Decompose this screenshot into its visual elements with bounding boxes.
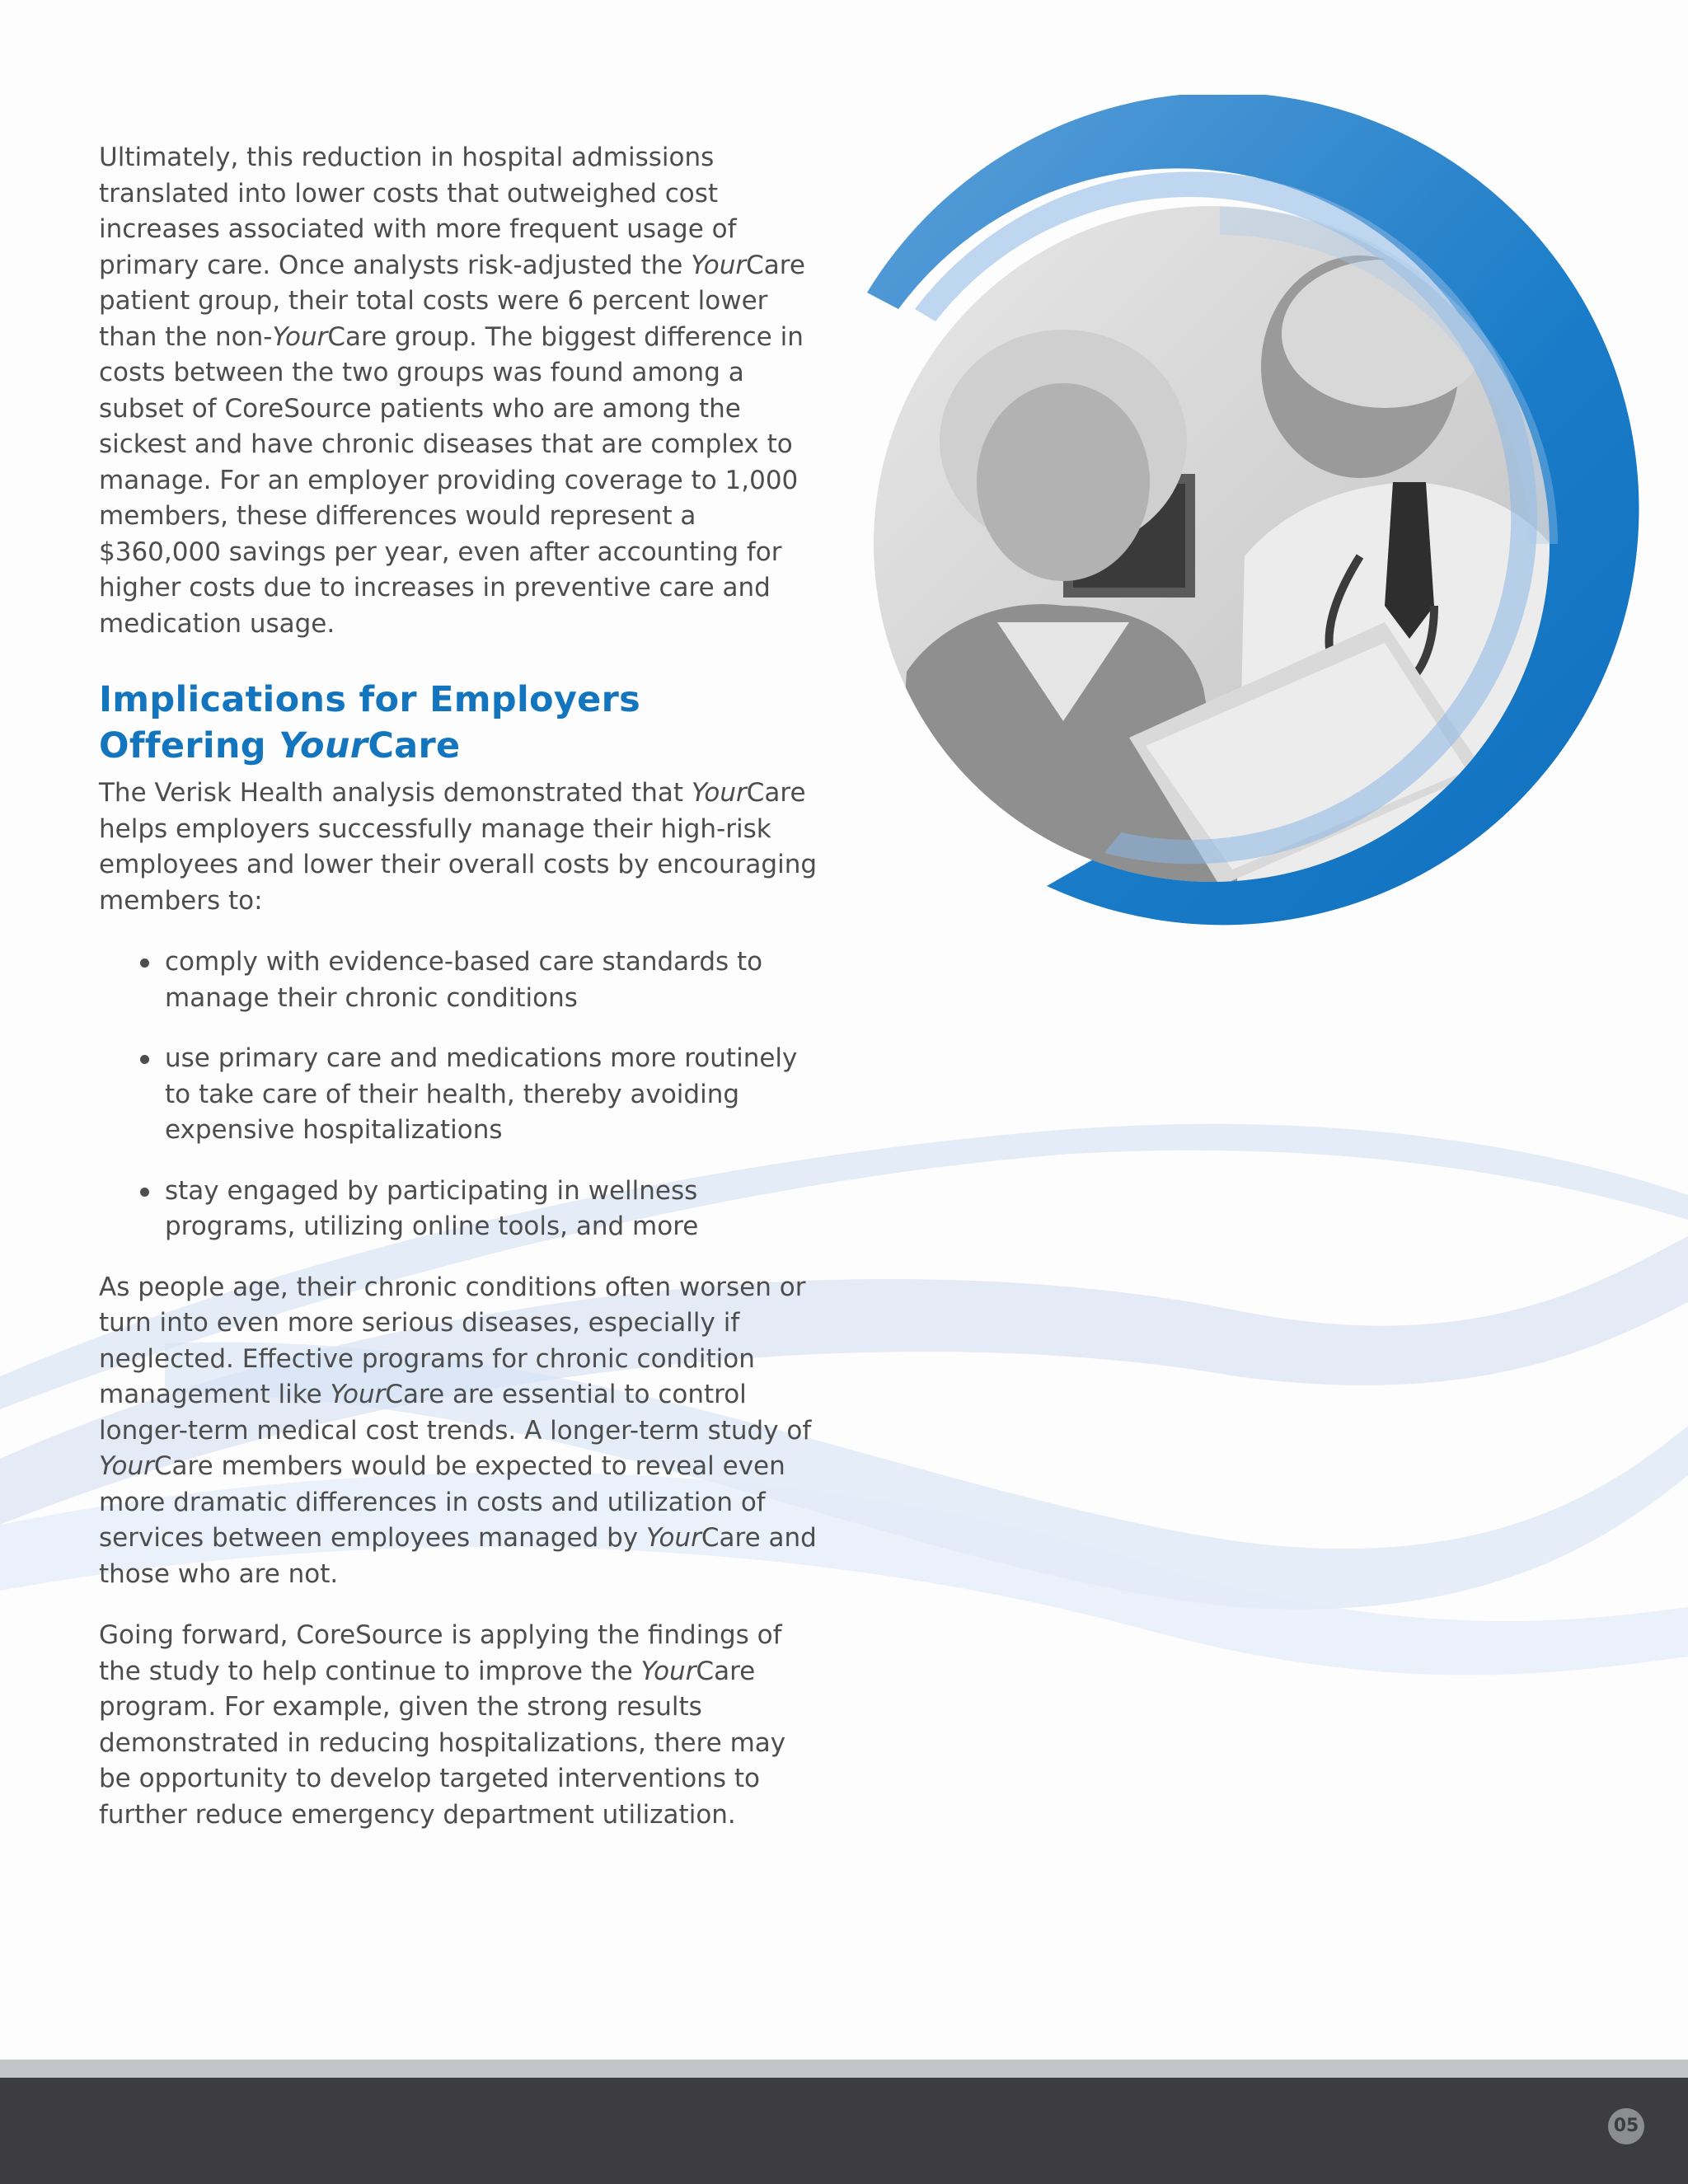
analysis-paragraph: The Verisk Health analysis demonstrated that YourCare helps employers successfully manage their high-risk employees and lower their overall costs by encouraging members to: (99, 778, 818, 916)
page-number-badge: 05 (1608, 2108, 1644, 2144)
doctor-patient-photo (857, 95, 1640, 927)
section-heading: Implications for Employers Offering YourCare (99, 679, 641, 766)
list-item: stay engaged by participating in wellness programs, utilizing online tools, and more (165, 1174, 824, 1245)
main-text-column (99, 140, 824, 1858)
benefits-list (99, 944, 824, 1245)
going-forward-paragraph: Going forward, CoreSource is applying the findings of the study to help continue to improve the YourCare program. For example, given the strong results demonstrated in reducing hospitalizations, there may be opportunity to develop targeted interventions to further reduce emergency department utilization. (99, 1620, 786, 1830)
list-item: use primary care and medications more routinely to take care of their health, thereby avoiding expensive hospitalizations (165, 1041, 824, 1149)
intro-paragraph: Ultimately, this reduction in hospital admissions translated into lower costs that outweighed cost increases associated with more frequent usage of primary care. Once analysts risk-adjusted the YourCare patient group, their total costs were 6 percent lower than the non-YourCare group. The biggest difference in costs between the two groups was found among a subset of CoreSource patients who are among the sickest and have chronic diseases that are complex to manage. For an employer providing coverage to 1,000 members, these differences would represent a $360,000 savings per year, even after accounting for higher costs due to increases in preventive care and medication usage. (99, 143, 805, 639)
aging-paragraph: As people age, their chronic conditions often worsen or turn into even more serious diseases, especially if neglected. Effective programs for chronic condition management like YourCare are essential to control longer-term medical cost trends. A longer-term study of YourCare members would be expected to reveal even more dramatic differences in costs and utilization of services between employees managed by YourCare and those who are not. (99, 1272, 817, 1589)
footer-divider (0, 2060, 1688, 2078)
page-footer (0, 2078, 1688, 2184)
list-item: comply with evidence-based care standards to manage their chronic conditions (165, 944, 824, 1016)
